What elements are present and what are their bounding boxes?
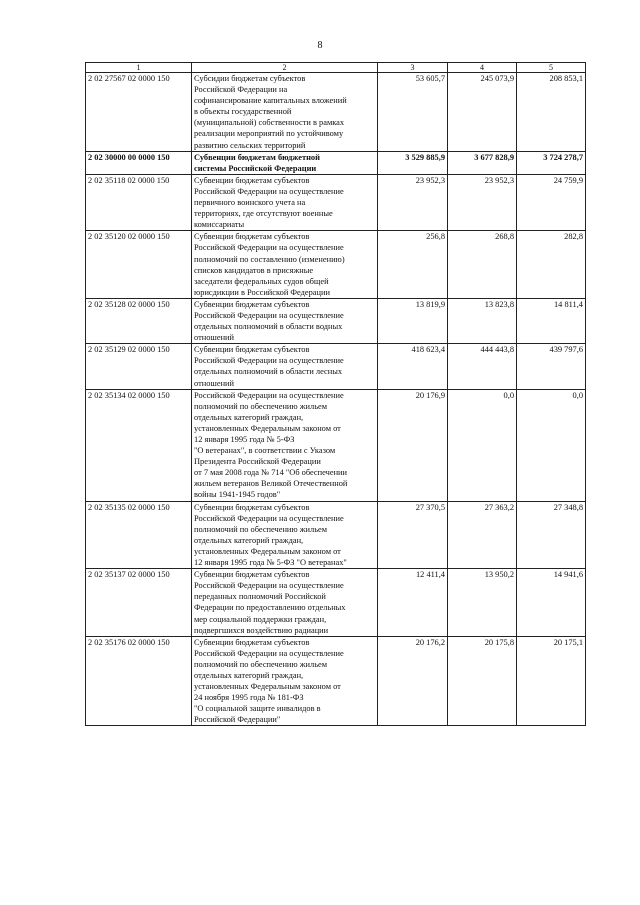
amount-col4-cell: 27 363,2: [448, 501, 517, 569]
table-row: [86, 73, 586, 152]
amount-col4-cell: 3 677 828,9: [448, 151, 517, 174]
amount-col3-cell: 256,8: [378, 231, 448, 299]
amount-col3-cell: 27 370,5: [378, 501, 448, 569]
amount-col5-cell: 0,0: [517, 389, 586, 501]
column-number-header: 3: [378, 63, 448, 73]
item-name-cell: Субвенции бюджетам субъектов Российской Федерации на осуществление переданных полномочий Российской Федерации по предоставлению отдельных мер социальной поддержки граждан, подвергшихся воздействию радиации: [192, 569, 378, 637]
budget-code-cell: 2 02 35176 02 0000 150: [86, 636, 192, 726]
table-row: [86, 344, 586, 389]
item-name-cell: Субвенции бюджетам субъектов Российской Федерации на осуществление отдельных полномочий в области водных отношений: [192, 298, 378, 343]
table-row: [86, 389, 586, 501]
table-row: [86, 569, 586, 637]
amount-col3-cell: 53 605,7: [378, 73, 448, 152]
table-row: [86, 151, 586, 174]
table-row: [86, 298, 586, 343]
item-name-cell: Субвенции бюджетам бюджетной системы Российской Федерации: [192, 151, 378, 174]
table-row: [86, 501, 586, 569]
column-number-header: 2: [192, 63, 378, 73]
amount-col3-cell: 3 529 885,9: [378, 151, 448, 174]
item-name-cell: Субсидии бюджетам субъектов Российской Федерации на софинансирование капитальных вложений в объекты государственной (муниципальной) собственности в рамках реализации мероприятий по устойчивому развитию сельских территорий: [192, 73, 378, 152]
amount-col5-cell: 208 853,1: [517, 73, 586, 152]
amount-col3-cell: 23 952,3: [378, 174, 448, 230]
item-name-cell: Субвенции бюджетам субъектов Российской Федерации на осуществление полномочий по обеспечению жильем отдельных категорий граждан, установленных Федеральным законом от 24 ноября 1995 года № 181-ФЗ "О социальной защите инвалидов в Российской Федерации": [192, 636, 378, 726]
amount-col4-cell: 0,0: [448, 389, 517, 501]
table-row: [86, 636, 586, 726]
amount-col5-cell: 439 797,6: [517, 344, 586, 389]
budget-code-cell: 2 02 27567 02 0000 150: [86, 73, 192, 152]
amount-col5-cell: 24 759,9: [517, 174, 586, 230]
amount-col5-cell: 27 348,8: [517, 501, 586, 569]
budget-code-cell: 2 02 30000 00 0000 150: [86, 151, 192, 174]
budget-code-cell: 2 02 35128 02 0000 150: [86, 298, 192, 343]
item-name-cell: Субвенции бюджетам субъектов Российской Федерации на осуществление отдельных полномочий в области лесных отношений: [192, 344, 378, 389]
amount-col4-cell: 444 443,8: [448, 344, 517, 389]
budget-code-cell: 2 02 35120 02 0000 150: [86, 231, 192, 299]
amount-col3-cell: 20 176,2: [378, 636, 448, 726]
column-number-header: 1: [86, 63, 192, 73]
amount-col4-cell: 245 073,9: [448, 73, 517, 152]
budget-code-cell: 2 02 35118 02 0000 150: [86, 174, 192, 230]
budget-code-cell: 2 02 35135 02 0000 150: [86, 501, 192, 569]
amount-col5-cell: 282,8: [517, 231, 586, 299]
amount-col3-cell: 418 623,4: [378, 344, 448, 389]
amount-col3-cell: 13 819,9: [378, 298, 448, 343]
budget-code-cell: 2 02 35134 02 0000 150: [86, 389, 192, 501]
table-row: [86, 231, 586, 299]
item-name-cell: Субвенции бюджетам субъектов Российской Федерации на осуществление первичного воинского учета на территориях, где отсутствуют военные комиссариаты: [192, 174, 378, 230]
amount-col5-cell: 3 724 278,7: [517, 151, 586, 174]
item-name-cell: Российской Федерации на осуществление полномочий по обеспечению жильем отдельных категорий граждан, установленных Федеральным законом от 12 января 1995 года № 5-ФЗ "О ветеранах", в соответствии с Указом Президента Российской Федерации от 7 мая 2008 года № 714 "Об обеспечении жильем ветеранов Великой Отечественной войны 1941-1945 годов": [192, 389, 378, 501]
amount-col5-cell: 14 811,4: [517, 298, 586, 343]
amount-col4-cell: 13 950,2: [448, 569, 517, 637]
page-number: 8: [317, 40, 323, 51]
amount-col4-cell: 13 823,8: [448, 298, 517, 343]
budget-table: [85, 62, 586, 726]
column-number-header: 4: [448, 63, 517, 73]
item-name-cell: Субвенции бюджетам субъектов Российской Федерации на осуществление полномочий по обеспечению жильем отдельных категорий граждан, установленных Федеральным законом от 12 января 1995 года № 5-ФЗ "О ветеранах": [192, 501, 378, 569]
budget-code-cell: 2 02 35129 02 0000 150: [86, 344, 192, 389]
amount-col4-cell: 23 952,3: [448, 174, 517, 230]
table-row: [86, 174, 586, 230]
amount-col4-cell: 268,8: [448, 231, 517, 299]
amount-col3-cell: 20 176,9: [378, 389, 448, 501]
amount-col5-cell: 20 175,1: [517, 636, 586, 726]
table-body: [86, 63, 586, 726]
amount-col3-cell: 12 411,4: [378, 569, 448, 637]
budget-code-cell: 2 02 35137 02 0000 150: [86, 569, 192, 637]
amount-col5-cell: 14 941,6: [517, 569, 586, 637]
item-name-cell: Субвенции бюджетам субъектов Российской Федерации на осуществление полномочий по составлению (изменению) списков кандидатов в присяжные заседатели федеральных судов общей юрисдикции в Российской Федерации: [192, 231, 378, 299]
amount-col4-cell: 20 175,8: [448, 636, 517, 726]
column-number-header: 5: [517, 63, 586, 73]
column-number-row: [86, 63, 586, 73]
